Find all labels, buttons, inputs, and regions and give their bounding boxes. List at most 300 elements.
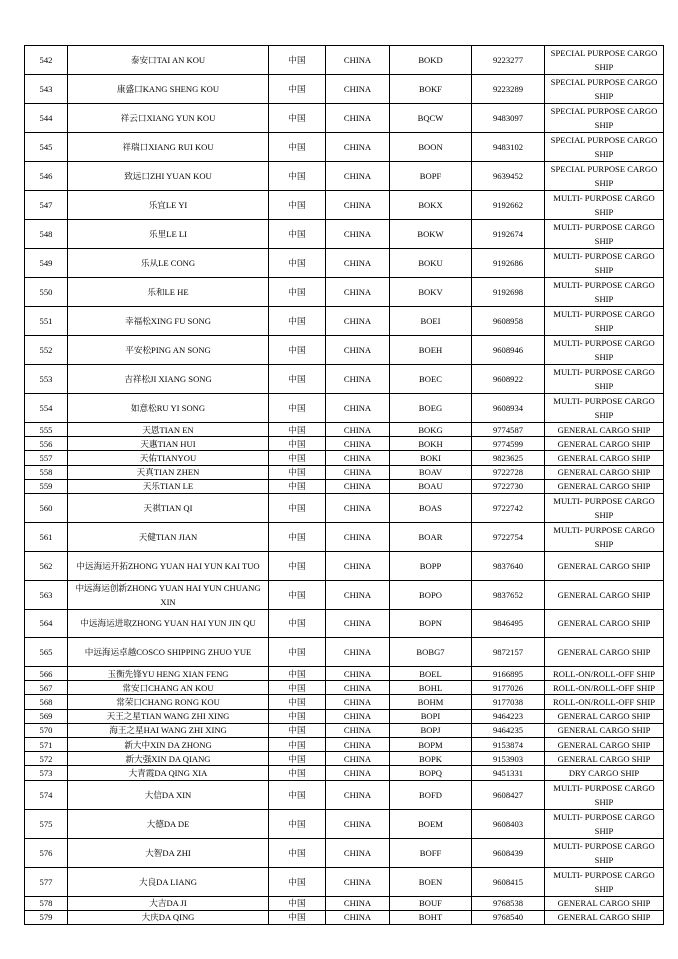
row-number-cell: 545 <box>25 133 68 162</box>
ship-type-cell: SPECIAL PURPOSE CARGO SHIP <box>545 104 664 133</box>
ship-type-cell: MULTI- PURPOSE CARGO SHIP <box>545 780 664 809</box>
table-row <box>25 681 664 695</box>
flag-en-cell: CHINA <box>326 46 390 75</box>
ship-type-cell: MULTI- PURPOSE CARGO SHIP <box>545 220 664 249</box>
row-number-cell: 566 <box>25 667 68 681</box>
ship-name-cell: 乐宜LE YI <box>68 191 269 220</box>
call-sign-cell: BOFD <box>390 780 472 809</box>
call-sign-cell: BOKG <box>390 423 472 437</box>
ship-type-cell: MULTI- PURPOSE CARGO SHIP <box>545 394 664 423</box>
flag-en-cell: CHINA <box>326 695 390 709</box>
flag-en-cell: CHINA <box>326 752 390 766</box>
table-row <box>25 307 664 336</box>
flag-en-cell: CHINA <box>326 737 390 751</box>
table-row <box>25 580 664 609</box>
row-number-cell: 564 <box>25 609 68 638</box>
imo-number-cell: 9223277 <box>472 46 545 75</box>
table-row <box>25 910 664 924</box>
ship-type-cell: MULTI- PURPOSE CARGO SHIP <box>545 307 664 336</box>
imo-number-cell: 9639452 <box>472 162 545 191</box>
row-number-cell: 573 <box>25 766 68 780</box>
ship-name-cell: 大德DA DE <box>68 809 269 838</box>
call-sign-cell: BOHT <box>390 910 472 924</box>
flag-cn-cell: 中国 <box>269 609 326 638</box>
imo-number-cell: 9837652 <box>472 580 545 609</box>
imo-number-cell: 9153874 <box>472 737 545 751</box>
row-number-cell: 565 <box>25 638 68 667</box>
flag-en-cell: CHINA <box>326 667 390 681</box>
call-sign-cell: BOPK <box>390 752 472 766</box>
flag-cn-cell: 中国 <box>269 75 326 104</box>
imo-number-cell: 9768538 <box>472 896 545 910</box>
flag-en-cell: CHINA <box>326 307 390 336</box>
ship-type-cell: MULTI- PURPOSE CARGO SHIP <box>545 809 664 838</box>
flag-cn-cell: 中国 <box>269 681 326 695</box>
ship-type-cell: MULTI- PURPOSE CARGO SHIP <box>545 838 664 867</box>
imo-number-cell: 9192686 <box>472 249 545 278</box>
flag-cn-cell: 中国 <box>269 638 326 667</box>
ship-name-cell: 大信DA XIN <box>68 780 269 809</box>
call-sign-cell: BQCW <box>390 104 472 133</box>
ship-type-cell: ROLL-ON/ROLL-OFF SHIP <box>545 681 664 695</box>
ship-type-cell: GENERAL CARGO SHIP <box>545 551 664 580</box>
table-row <box>25 465 664 479</box>
call-sign-cell: BOUF <box>390 896 472 910</box>
flag-cn-cell: 中国 <box>269 522 326 551</box>
table-row <box>25 522 664 551</box>
imo-number-cell: 9192674 <box>472 220 545 249</box>
flag-en-cell: CHINA <box>326 522 390 551</box>
imo-number-cell: 9177026 <box>472 681 545 695</box>
ship-name-cell: 天祺TIAN QI <box>68 493 269 522</box>
ship-name-cell: 天健TIAN JIAN <box>68 522 269 551</box>
ship-name-cell: 中远海运卓越COSCO SHIPPING ZHUO YUE <box>68 638 269 667</box>
call-sign-cell: BOKX <box>390 191 472 220</box>
flag-cn-cell: 中国 <box>269 220 326 249</box>
flag-cn-cell: 中国 <box>269 910 326 924</box>
flag-cn-cell: 中国 <box>269 723 326 737</box>
flag-en-cell: CHINA <box>326 867 390 896</box>
vessel-table-body <box>25 46 664 925</box>
flag-en-cell: CHINA <box>326 709 390 723</box>
table-row <box>25 451 664 465</box>
ship-type-cell: DRY CARGO SHIP <box>545 766 664 780</box>
table-row <box>25 162 664 191</box>
table-row <box>25 551 664 580</box>
ship-name-cell: 天王之星TIAN WANG ZHI XING <box>68 709 269 723</box>
table-row <box>25 249 664 278</box>
call-sign-cell: BOKV <box>390 278 472 307</box>
ship-type-cell: GENERAL CARGO SHIP <box>545 910 664 924</box>
flag-en-cell: CHINA <box>326 838 390 867</box>
call-sign-cell: BOAV <box>390 465 472 479</box>
flag-en-cell: CHINA <box>326 493 390 522</box>
table-row <box>25 752 664 766</box>
ship-name-cell: 乐从LE CONG <box>68 249 269 278</box>
flag-en-cell: CHINA <box>326 809 390 838</box>
ship-name-cell: 祥瑞口XIANG RUI KOU <box>68 133 269 162</box>
flag-en-cell: CHINA <box>326 220 390 249</box>
imo-number-cell: 9451331 <box>472 766 545 780</box>
flag-cn-cell: 中国 <box>269 695 326 709</box>
flag-cn-cell: 中国 <box>269 336 326 365</box>
row-number-cell: 557 <box>25 451 68 465</box>
table-row <box>25 46 664 75</box>
flag-cn-cell: 中国 <box>269 752 326 766</box>
call-sign-cell: BOKW <box>390 220 472 249</box>
ship-name-cell: 海王之星HAI WANG ZHI XING <box>68 723 269 737</box>
table-row <box>25 723 664 737</box>
ship-type-cell: ROLL-ON/ROLL-OFF SHIP <box>545 667 664 681</box>
call-sign-cell: BOEN <box>390 867 472 896</box>
table-row <box>25 695 664 709</box>
imo-number-cell: 9837640 <box>472 551 545 580</box>
row-number-cell: 551 <box>25 307 68 336</box>
row-number-cell: 571 <box>25 737 68 751</box>
ship-name-cell: 中远海运开拓ZHONG YUAN HAI YUN KAI TUO <box>68 551 269 580</box>
ship-type-cell: GENERAL CARGO SHIP <box>545 896 664 910</box>
row-number-cell: 559 <box>25 479 68 493</box>
imo-number-cell: 9608958 <box>472 307 545 336</box>
imo-number-cell: 9774587 <box>472 423 545 437</box>
ship-type-cell: GENERAL CARGO SHIP <box>545 752 664 766</box>
call-sign-cell: BOHL <box>390 681 472 695</box>
row-number-cell: 563 <box>25 580 68 609</box>
flag-cn-cell: 中国 <box>269 766 326 780</box>
ship-name-cell: 如意松RU YI SONG <box>68 394 269 423</box>
flag-cn-cell: 中国 <box>269 551 326 580</box>
flag-en-cell: CHINA <box>326 191 390 220</box>
flag-cn-cell: 中国 <box>269 580 326 609</box>
ship-name-cell: 中远海运创新ZHONG YUAN HAI YUN CHUANG XIN <box>68 580 269 609</box>
flag-en-cell: CHINA <box>326 423 390 437</box>
ship-type-cell: GENERAL CARGO SHIP <box>545 437 664 451</box>
flag-cn-cell: 中国 <box>269 394 326 423</box>
ship-type-cell: MULTI- PURPOSE CARGO SHIP <box>545 522 664 551</box>
table-row <box>25 133 664 162</box>
ship-type-cell: GENERAL CARGO SHIP <box>545 723 664 737</box>
ship-name-cell: 康盛口KANG SHENG KOU <box>68 75 269 104</box>
vessel-table-page <box>24 45 663 925</box>
ship-type-cell: SPECIAL PURPOSE CARGO SHIP <box>545 133 664 162</box>
ship-name-cell: 天真TIAN ZHEN <box>68 465 269 479</box>
row-number-cell: 554 <box>25 394 68 423</box>
call-sign-cell: BOON <box>390 133 472 162</box>
ship-type-cell: GENERAL CARGO SHIP <box>545 580 664 609</box>
flag-en-cell: CHINA <box>326 896 390 910</box>
flag-cn-cell: 中国 <box>269 780 326 809</box>
flag-en-cell: CHINA <box>326 766 390 780</box>
flag-en-cell: CHINA <box>326 75 390 104</box>
call-sign-cell: BOEI <box>390 307 472 336</box>
ship-type-cell: GENERAL CARGO SHIP <box>545 737 664 751</box>
flag-en-cell: CHINA <box>326 133 390 162</box>
ship-type-cell: MULTI- PURPOSE CARGO SHIP <box>545 249 664 278</box>
flag-en-cell: CHINA <box>326 336 390 365</box>
flag-cn-cell: 中国 <box>269 709 326 723</box>
flag-en-cell: CHINA <box>326 780 390 809</box>
flag-en-cell: CHINA <box>326 104 390 133</box>
imo-number-cell: 9166895 <box>472 667 545 681</box>
row-number-cell: 553 <box>25 365 68 394</box>
row-number-cell: 550 <box>25 278 68 307</box>
table-row <box>25 191 664 220</box>
table-row <box>25 437 664 451</box>
ship-name-cell: 平安松PING AN SONG <box>68 336 269 365</box>
ship-name-cell: 大智DA ZHI <box>68 838 269 867</box>
flag-en-cell: CHINA <box>326 910 390 924</box>
flag-cn-cell: 中国 <box>269 465 326 479</box>
imo-number-cell: 9608934 <box>472 394 545 423</box>
flag-cn-cell: 中国 <box>269 667 326 681</box>
call-sign-cell: BOKF <box>390 75 472 104</box>
flag-cn-cell: 中国 <box>269 133 326 162</box>
ship-name-cell: 常安口CHANG AN KOU <box>68 681 269 695</box>
flag-cn-cell: 中国 <box>269 278 326 307</box>
row-number-cell: 558 <box>25 465 68 479</box>
imo-number-cell: 9608946 <box>472 336 545 365</box>
flag-en-cell: CHINA <box>326 609 390 638</box>
ship-type-cell: GENERAL CARGO SHIP <box>545 479 664 493</box>
row-number-cell: 576 <box>25 838 68 867</box>
ship-type-cell: MULTI- PURPOSE CARGO SHIP <box>545 191 664 220</box>
call-sign-cell: BOKU <box>390 249 472 278</box>
row-number-cell: 542 <box>25 46 68 75</box>
flag-cn-cell: 中国 <box>269 191 326 220</box>
table-row <box>25 709 664 723</box>
call-sign-cell: BOAS <box>390 493 472 522</box>
flag-en-cell: CHINA <box>326 394 390 423</box>
flag-en-cell: CHINA <box>326 365 390 394</box>
call-sign-cell: BOKD <box>390 46 472 75</box>
row-number-cell: 567 <box>25 681 68 695</box>
call-sign-cell: BOFF <box>390 838 472 867</box>
table-row <box>25 809 664 838</box>
flag-en-cell: CHINA <box>326 681 390 695</box>
flag-cn-cell: 中国 <box>269 896 326 910</box>
ship-type-cell: SPECIAL PURPOSE CARGO SHIP <box>545 46 664 75</box>
ship-name-cell: 天佑TIANYOU <box>68 451 269 465</box>
table-row <box>25 867 664 896</box>
row-number-cell: 561 <box>25 522 68 551</box>
row-number-cell: 569 <box>25 709 68 723</box>
ship-name-cell: 天恩TIAN EN <box>68 423 269 437</box>
row-number-cell: 544 <box>25 104 68 133</box>
call-sign-cell: BOAU <box>390 479 472 493</box>
ship-name-cell: 大吉DA JI <box>68 896 269 910</box>
row-number-cell: 556 <box>25 437 68 451</box>
flag-cn-cell: 中国 <box>269 838 326 867</box>
ship-type-cell: MULTI- PURPOSE CARGO SHIP <box>545 493 664 522</box>
ship-type-cell: MULTI- PURPOSE CARGO SHIP <box>545 867 664 896</box>
ship-name-cell: 大庆DA QING <box>68 910 269 924</box>
call-sign-cell: BOEL <box>390 667 472 681</box>
imo-number-cell: 9464223 <box>472 709 545 723</box>
imo-number-cell: 9774599 <box>472 437 545 451</box>
ship-name-cell: 乐里LE LI <box>68 220 269 249</box>
flag-cn-cell: 中国 <box>269 162 326 191</box>
table-row <box>25 220 664 249</box>
vessel-table <box>24 45 664 925</box>
call-sign-cell: BOPF <box>390 162 472 191</box>
ship-type-cell: SPECIAL PURPOSE CARGO SHIP <box>545 75 664 104</box>
call-sign-cell: BOPP <box>390 551 472 580</box>
ship-type-cell: GENERAL CARGO SHIP <box>545 609 664 638</box>
row-number-cell: 575 <box>25 809 68 838</box>
imo-number-cell: 9872157 <box>472 638 545 667</box>
imo-number-cell: 9823625 <box>472 451 545 465</box>
imo-number-cell: 9846495 <box>472 609 545 638</box>
ship-name-cell: 乐和LE HE <box>68 278 269 307</box>
imo-number-cell: 9722742 <box>472 493 545 522</box>
ship-name-cell: 吉祥松JI XIANG SONG <box>68 365 269 394</box>
imo-number-cell: 9608415 <box>472 867 545 896</box>
row-number-cell: 574 <box>25 780 68 809</box>
ship-name-cell: 天惠TIAN HUI <box>68 437 269 451</box>
imo-number-cell: 9722730 <box>472 479 545 493</box>
flag-cn-cell: 中国 <box>269 437 326 451</box>
imo-number-cell: 9483102 <box>472 133 545 162</box>
table-row <box>25 638 664 667</box>
table-row <box>25 896 664 910</box>
flag-en-cell: CHINA <box>326 451 390 465</box>
imo-number-cell: 9608427 <box>472 780 545 809</box>
row-number-cell: 560 <box>25 493 68 522</box>
call-sign-cell: BOPI <box>390 709 472 723</box>
flag-cn-cell: 中国 <box>269 737 326 751</box>
flag-en-cell: CHINA <box>326 580 390 609</box>
imo-number-cell: 9722754 <box>472 522 545 551</box>
flag-cn-cell: 中国 <box>269 479 326 493</box>
call-sign-cell: BOPJ <box>390 723 472 737</box>
row-number-cell: 555 <box>25 423 68 437</box>
ship-type-cell: MULTI- PURPOSE CARGO SHIP <box>545 278 664 307</box>
call-sign-cell: BOPM <box>390 737 472 751</box>
table-row <box>25 667 664 681</box>
imo-number-cell: 9192698 <box>472 278 545 307</box>
row-number-cell: 579 <box>25 910 68 924</box>
table-row <box>25 838 664 867</box>
flag-cn-cell: 中国 <box>269 423 326 437</box>
ship-name-cell: 天乐TIAN LE <box>68 479 269 493</box>
call-sign-cell: BOEG <box>390 394 472 423</box>
imo-number-cell: 9608403 <box>472 809 545 838</box>
row-number-cell: 552 <box>25 336 68 365</box>
flag-en-cell: CHINA <box>326 437 390 451</box>
flag-cn-cell: 中国 <box>269 867 326 896</box>
ship-name-cell: 大良DA LIANG <box>68 867 269 896</box>
imo-number-cell: 9722728 <box>472 465 545 479</box>
table-row <box>25 104 664 133</box>
flag-cn-cell: 中国 <box>269 493 326 522</box>
ship-type-cell: SPECIAL PURPOSE CARGO SHIP <box>545 162 664 191</box>
ship-type-cell: MULTI- PURPOSE CARGO SHIP <box>545 365 664 394</box>
flag-cn-cell: 中国 <box>269 365 326 394</box>
ship-name-cell: 常荣口CHANG RONG KOU <box>68 695 269 709</box>
imo-number-cell: 9177038 <box>472 695 545 709</box>
table-row <box>25 493 664 522</box>
ship-type-cell: GENERAL CARGO SHIP <box>545 709 664 723</box>
ship-type-cell: GENERAL CARGO SHIP <box>545 465 664 479</box>
ship-name-cell: 大青霞DA QING XIA <box>68 766 269 780</box>
ship-name-cell: 中远海运进取ZHONG YUAN HAI YUN JIN QU <box>68 609 269 638</box>
flag-en-cell: CHINA <box>326 479 390 493</box>
ship-type-cell: ROLL-ON/ROLL-OFF SHIP <box>545 695 664 709</box>
imo-number-cell: 9608922 <box>472 365 545 394</box>
flag-cn-cell: 中国 <box>269 104 326 133</box>
call-sign-cell: BOKI <box>390 451 472 465</box>
imo-number-cell: 9192662 <box>472 191 545 220</box>
ship-name-cell: 泰安口TAI AN KOU <box>68 46 269 75</box>
flag-en-cell: CHINA <box>326 162 390 191</box>
flag-en-cell: CHINA <box>326 638 390 667</box>
flag-cn-cell: 中国 <box>269 809 326 838</box>
flag-en-cell: CHINA <box>326 551 390 580</box>
ship-type-cell: GENERAL CARGO SHIP <box>545 451 664 465</box>
ship-type-cell: MULTI- PURPOSE CARGO SHIP <box>545 336 664 365</box>
table-row <box>25 766 664 780</box>
row-number-cell: 572 <box>25 752 68 766</box>
ship-name-cell: 新大中XIN DA ZHONG <box>68 737 269 751</box>
table-row <box>25 423 664 437</box>
imo-number-cell: 9608439 <box>472 838 545 867</box>
flag-cn-cell: 中国 <box>269 307 326 336</box>
ship-type-cell: GENERAL CARGO SHIP <box>545 638 664 667</box>
table-row <box>25 75 664 104</box>
row-number-cell: 547 <box>25 191 68 220</box>
imo-number-cell: 9768540 <box>472 910 545 924</box>
call-sign-cell: BOEM <box>390 809 472 838</box>
flag-en-cell: CHINA <box>326 465 390 479</box>
call-sign-cell: BOEH <box>390 336 472 365</box>
row-number-cell: 543 <box>25 75 68 104</box>
call-sign-cell: BOKH <box>390 437 472 451</box>
table-row <box>25 737 664 751</box>
flag-cn-cell: 中国 <box>269 249 326 278</box>
table-row <box>25 278 664 307</box>
row-number-cell: 549 <box>25 249 68 278</box>
table-row <box>25 609 664 638</box>
flag-en-cell: CHINA <box>326 723 390 737</box>
table-row <box>25 394 664 423</box>
table-row <box>25 365 664 394</box>
ship-name-cell: 幸福松XING FU SONG <box>68 307 269 336</box>
table-row <box>25 336 664 365</box>
row-number-cell: 548 <box>25 220 68 249</box>
flag-en-cell: CHINA <box>326 278 390 307</box>
imo-number-cell: 9223289 <box>472 75 545 104</box>
ship-name-cell: 玉衡先锋YU HENG XIAN FENG <box>68 667 269 681</box>
table-row <box>25 780 664 809</box>
row-number-cell: 546 <box>25 162 68 191</box>
row-number-cell: 578 <box>25 896 68 910</box>
flag-cn-cell: 中国 <box>269 451 326 465</box>
imo-number-cell: 9483097 <box>472 104 545 133</box>
ship-name-cell: 致远口ZHI YUAN KOU <box>68 162 269 191</box>
call-sign-cell: BOEC <box>390 365 472 394</box>
row-number-cell: 562 <box>25 551 68 580</box>
call-sign-cell: BOAR <box>390 522 472 551</box>
ship-name-cell: 新大强XIN DA QIANG <box>68 752 269 766</box>
table-row <box>25 479 664 493</box>
imo-number-cell: 9464235 <box>472 723 545 737</box>
call-sign-cell: BOHM <box>390 695 472 709</box>
ship-type-cell: GENERAL CARGO SHIP <box>545 423 664 437</box>
imo-number-cell: 9153903 <box>472 752 545 766</box>
row-number-cell: 568 <box>25 695 68 709</box>
call-sign-cell: BOBG7 <box>390 638 472 667</box>
flag-en-cell: CHINA <box>326 249 390 278</box>
